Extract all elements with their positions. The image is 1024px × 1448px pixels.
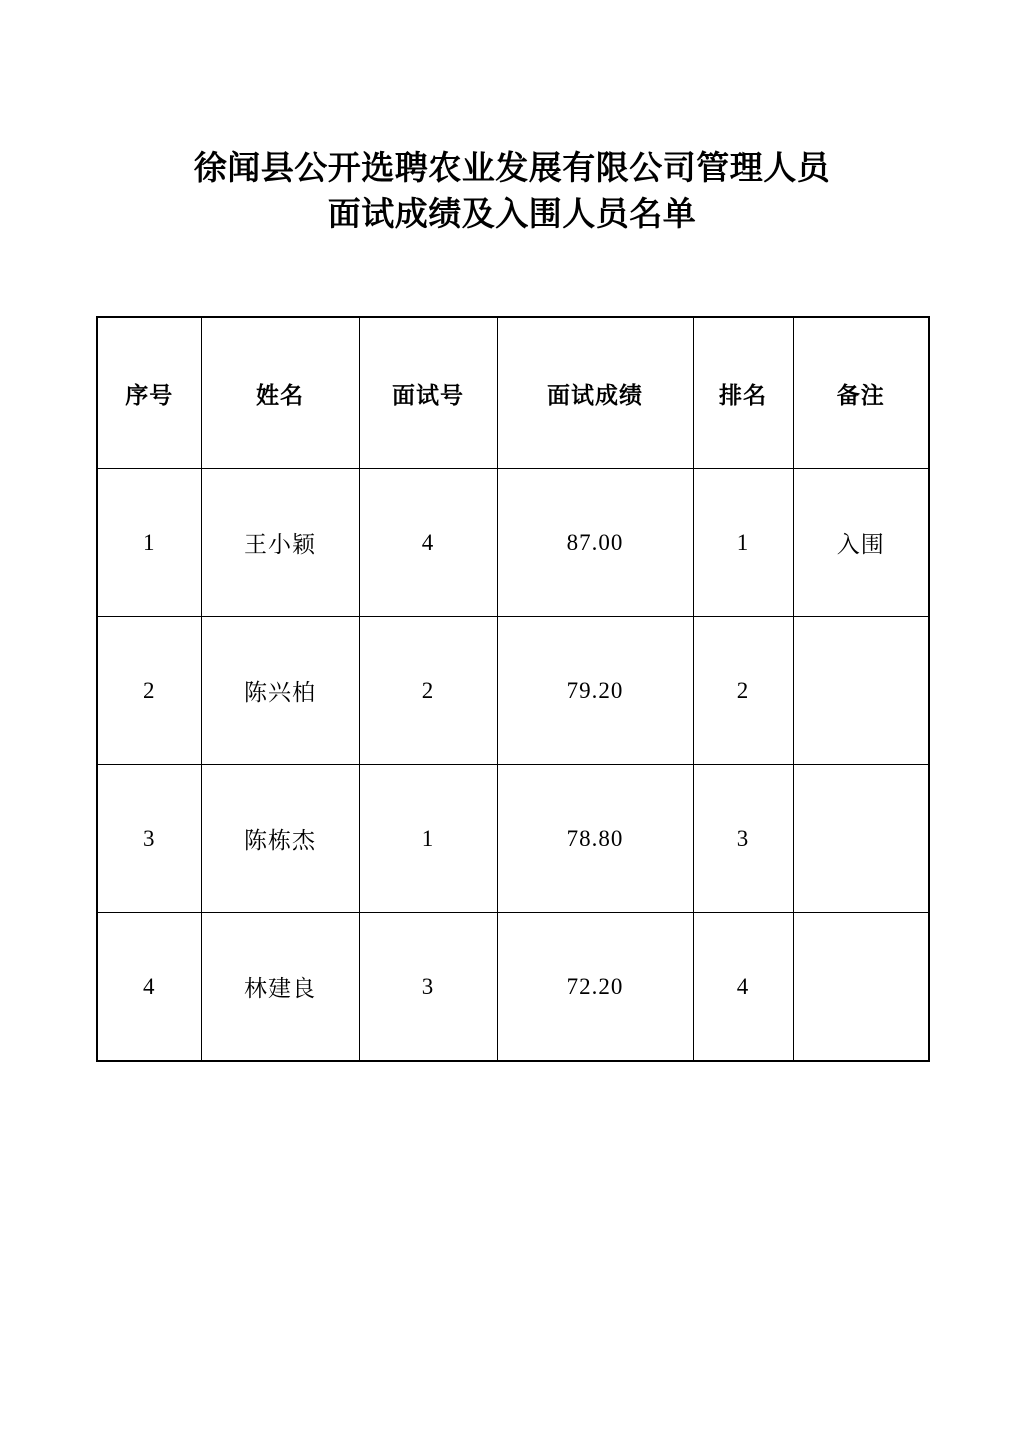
cell-name: 王小颖 [201, 469, 359, 617]
table-row [97, 617, 929, 765]
table-header-row [97, 317, 929, 469]
column-header-rank: 排名 [693, 317, 793, 469]
cell-remark [793, 617, 929, 765]
cell-index: 2 [97, 617, 201, 765]
cell-score: 78.80 [497, 765, 693, 913]
table-header [97, 317, 929, 469]
interview-score-table [96, 316, 930, 1062]
column-header-interview-no: 面试号 [359, 317, 497, 469]
column-header-remark: 备注 [793, 317, 929, 469]
page-title [0, 0, 1024, 238]
cell-rank: 4 [693, 913, 793, 1062]
cell-score: 79.20 [497, 617, 693, 765]
column-header-name: 姓名 [201, 317, 359, 469]
cell-remark [793, 765, 929, 913]
cell-interview-no: 4 [359, 469, 497, 617]
table-body [97, 469, 929, 1062]
score-table-container [96, 238, 928, 1062]
cell-interview-no: 1 [359, 765, 497, 913]
cell-remark [793, 913, 929, 1062]
cell-name: 林建良 [201, 913, 359, 1062]
cell-rank: 2 [693, 617, 793, 765]
page-title-line-1: 徐闻县公开选聘农业发展有限公司管理人员 [193, 151, 831, 187]
cell-name: 陈栋杰 [201, 765, 359, 913]
cell-rank: 3 [693, 765, 793, 913]
cell-index: 1 [97, 469, 201, 617]
cell-score: 72.20 [497, 913, 693, 1062]
cell-interview-no: 2 [359, 617, 497, 765]
cell-rank: 1 [693, 469, 793, 617]
column-header-score: 面试成绩 [497, 317, 693, 469]
table-row [97, 913, 929, 1062]
cell-score: 87.00 [497, 469, 693, 617]
cell-interview-no: 3 [359, 913, 497, 1062]
cell-index: 3 [97, 765, 201, 913]
table-row [97, 469, 929, 617]
cell-name: 陈兴柏 [201, 617, 359, 765]
cell-remark: 入围 [793, 469, 929, 617]
page-title-line-2: 面试成绩及入围人员名单 [327, 197, 697, 233]
table-row [97, 765, 929, 913]
column-header-index: 序号 [97, 317, 201, 469]
cell-index: 4 [97, 913, 201, 1062]
